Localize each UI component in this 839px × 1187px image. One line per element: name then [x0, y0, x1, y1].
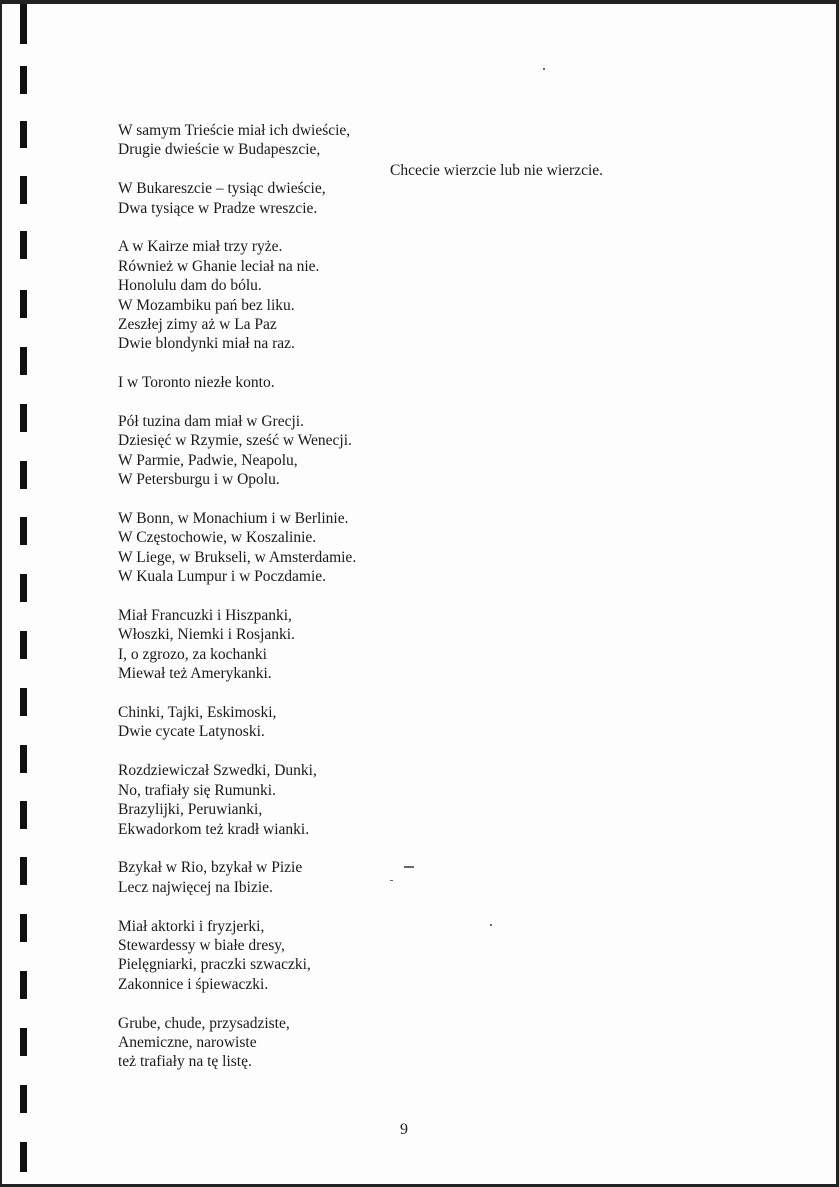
poem-line: Zakonnice i śpiewaczki.	[118, 975, 269, 993]
poem-line: Dwa tysiące w Pradze wreszcie.	[118, 199, 318, 217]
binding-mark	[20, 404, 27, 432]
stanza	[118, 917, 356, 995]
poem-line: Rozdziewiczał Szwedki, Dunki,	[118, 762, 317, 780]
stanza	[118, 373, 356, 392]
poem-line: Bzykał w Rio, bzykał w Pizie	[118, 859, 303, 877]
binding-mark	[20, 1085, 27, 1113]
poem-line: Miał aktorki i fryzjerki,	[118, 917, 265, 935]
poem-line: A w Kairze miał trzy ryże.	[118, 238, 283, 256]
binding-holes	[20, 4, 30, 1184]
page-number-text: 9	[400, 1121, 408, 1138]
binding-mark	[20, 688, 27, 716]
binding-mark	[20, 1142, 27, 1172]
binding-mark	[20, 631, 27, 659]
poem-line: Chinki, Tajki, Eskimoski,	[118, 704, 277, 722]
binding-mark	[20, 574, 27, 602]
poem-body	[118, 121, 356, 1072]
binding-mark	[20, 347, 27, 375]
binding-mark	[20, 1028, 27, 1056]
poem-line: Również w Ghanie leciał na nie.	[118, 257, 320, 275]
binding-mark	[20, 290, 27, 318]
stanza	[118, 606, 356, 684]
binding-mark	[20, 4, 27, 44]
poem-line: Stewardessy w białe dresy,	[118, 936, 285, 954]
poem-line: Włoszki, Niemki i Rosjanki.	[118, 626, 295, 644]
poem-line: Ekwadorkom też kradł wianki.	[118, 820, 310, 838]
side-note: Chcecie wierzcie lub nie wierzcie.	[390, 162, 604, 179]
poem-line: też trafiały na tę listę.	[118, 1053, 252, 1071]
scan-speck	[390, 880, 393, 881]
poem-line: Drugie dwieście w Budapeszcie,	[118, 141, 321, 159]
stanza	[118, 1014, 356, 1072]
poem-line: Pół tuzina dam miał w Grecji.	[118, 413, 304, 431]
binding-mark	[20, 176, 27, 204]
poem-line: W Bonn, w Monachium i w Berlinie.	[118, 510, 349, 528]
scan-speck	[543, 68, 545, 70]
binding-mark	[20, 517, 27, 545]
poem-line: Dwie blondynki miał na raz.	[118, 335, 295, 353]
poem-line: Dwie cycate Latynoski.	[118, 723, 265, 741]
scan-speck	[490, 924, 492, 926]
stanza	[118, 121, 356, 160]
binding-mark	[20, 231, 27, 259]
binding-mark	[20, 745, 27, 773]
poem-line: W Częstochowie, w Koszalinie.	[118, 529, 317, 547]
poem-line: I w Toronto niezłe konto.	[118, 374, 275, 392]
stanza	[118, 703, 356, 742]
poem-line: W Mozambiku pań bez liku.	[118, 296, 295, 314]
binding-mark	[20, 461, 27, 489]
poem-line: Miał Francuzki i Hiszpanki,	[118, 607, 292, 625]
page-number	[2, 1121, 836, 1139]
scan-speck	[404, 866, 414, 868]
poem-line: Lecz najwięcej na Ibizie.	[118, 878, 273, 896]
poem-line: W Petersburgu i w Opolu.	[118, 471, 280, 489]
binding-mark	[20, 801, 27, 829]
stanza	[118, 509, 356, 587]
poem-line: Brazylijki, Peruwianki,	[118, 801, 263, 819]
poem-line: Honolulu dam do bólu.	[118, 277, 262, 295]
stanza	[118, 412, 356, 490]
poem-line: Anemiczne, narowiste	[118, 1033, 257, 1051]
binding-mark	[20, 121, 27, 148]
poem-line: Grube, chude, przysadziste,	[118, 1014, 290, 1032]
poem-line: Dziesięć w Rzymie, sześć w Wenecji.	[118, 432, 352, 450]
poem-line: W Bukareszcie – tysiąc dwieście,	[118, 180, 326, 198]
stanza	[118, 858, 356, 897]
poem-line: No, trafiały się Rumunki.	[118, 781, 276, 799]
poem-line: I, o zgrozo, za kochanki	[118, 645, 267, 663]
poem-line: W Liege, w Brukseli, w Amsterdamie.	[118, 548, 357, 566]
binding-mark	[20, 857, 27, 885]
poem-line: W Parmie, Padwie, Neapolu,	[118, 451, 298, 469]
binding-mark	[20, 971, 27, 999]
poem-line: Pielęgniarki, praczki szwaczki,	[118, 956, 311, 974]
binding-mark	[20, 66, 27, 94]
stanza	[118, 761, 356, 839]
poem-line: W samym Trieście miał ich dwieście,	[118, 122, 351, 139]
binding-mark	[20, 914, 27, 942]
poem-line: W Kuala Lumpur i w Poczdamie.	[118, 568, 327, 586]
poem-line: Zeszłej zimy aż w La Paz	[118, 316, 277, 334]
stanza	[118, 179, 356, 218]
poem-line: Miewał też Amerykanki.	[118, 665, 272, 683]
stanza	[118, 237, 356, 353]
